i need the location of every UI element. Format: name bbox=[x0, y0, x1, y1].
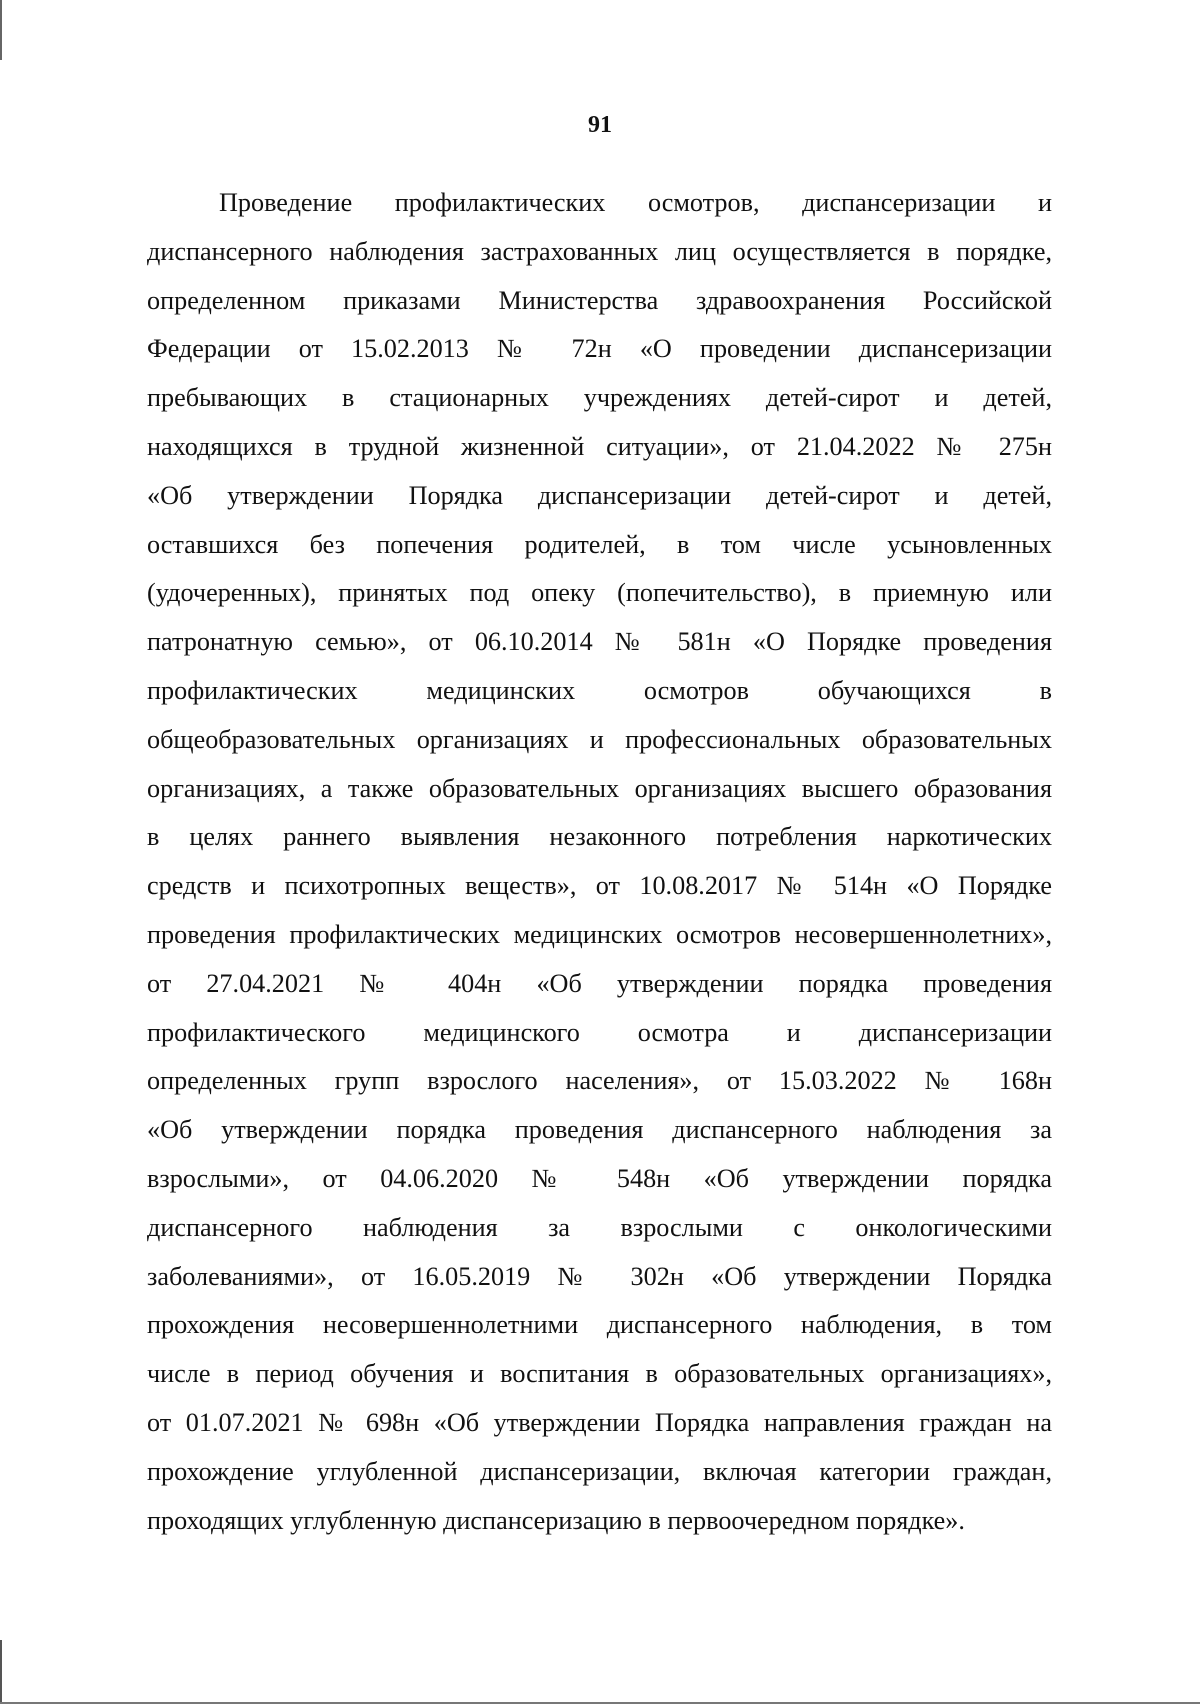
page-number: 91 bbox=[588, 112, 612, 138]
paragraph-line: профилактических медицинских осмотров обучающихся в bbox=[147, 675, 1052, 705]
paragraph-line: средств и психотропных веществ», от 10.08.2017 № 514н «О Порядке bbox=[147, 871, 1052, 901]
body-paragraph bbox=[147, 179, 1052, 1545]
paragraph-line: проведения профилактических медицинских осмотров несовершеннолетних», bbox=[147, 919, 1052, 949]
paragraph-line: пребывающих в стационарных учреждениях детей-сирот и детей, bbox=[147, 383, 1052, 413]
paragraph-line: от 27.04.2021 № 404н «Об утверждении порядка проведения bbox=[147, 968, 1052, 998]
scan-edge-left bbox=[0, 0, 2, 1704]
paragraph-line: «Об утверждении Порядка диспансеризации детей-сирот и детей, bbox=[147, 480, 1052, 510]
paragraph-line: определенном приказами Министерства здравоохранения Российской bbox=[147, 285, 1052, 315]
paragraph-line: в целях раннего выявления незаконного потребления наркотических bbox=[147, 822, 1052, 852]
paragraph-line: Федерации от 15.02.2013 № 72н «О проведении диспансеризации bbox=[147, 334, 1052, 364]
paragraph-line: общеобразовательных организациях и профессиональных образовательных bbox=[147, 724, 1052, 754]
paragraph-line: диспансерного наблюдения застрахованных лиц осуществляется в порядке, bbox=[147, 236, 1052, 266]
paragraph-line: (удочеренных), принятых под опеку (попечительство), в приемную или bbox=[147, 578, 1052, 608]
paragraph-line: взрослыми», от 04.06.2020 № 548н «Об утверждении порядка bbox=[147, 1163, 1052, 1193]
paragraph-line: от 01.07.2021 № 698н «Об утверждении Порядка направления граждан на bbox=[147, 1407, 1052, 1437]
paragraph-line: числе в период обучения и воспитания в образовательных организациях», bbox=[147, 1359, 1052, 1389]
paragraph-line: профилактического медицинского осмотра и диспансеризации bbox=[147, 1017, 1052, 1047]
paragraph-line: Проведение профилактических осмотров, диспансеризации и bbox=[219, 188, 1052, 217]
paragraph-line: прохождение углубленной диспансеризации, включая категории граждан, bbox=[147, 1456, 1052, 1486]
paragraph-line: заболеваниями», от 16.05.2019 № 302н «Об утверждении Порядка bbox=[147, 1261, 1052, 1291]
paragraph-line: «Об утверждении порядка проведения диспансерного наблюдения за bbox=[147, 1115, 1052, 1145]
paragraph-line: патронатную семью», от 06.10.2014 № 581н «О Порядке проведения bbox=[147, 627, 1052, 657]
paragraph-line: организациях, а также образовательных организациях высшего образования bbox=[147, 773, 1052, 803]
paragraph-line: диспансерного наблюдения за взрослыми с онкологическими bbox=[147, 1212, 1052, 1242]
paragraph-line: оставшихся без попечения родителей, в том числе усыновленных bbox=[147, 529, 1052, 559]
paragraph-line: проходящих углубленную диспансеризацию в первоочередном порядке». bbox=[147, 1505, 965, 1535]
paragraph-line: определенных групп взрослого населения», от 15.03.2022 № 168н bbox=[147, 1066, 1052, 1096]
paragraph-line: находящихся в трудной жизненной ситуации», от 21.04.2022 № 275н bbox=[147, 431, 1052, 461]
paragraph-line: прохождения несовершеннолетними диспансерного наблюдения, в том bbox=[147, 1310, 1052, 1340]
